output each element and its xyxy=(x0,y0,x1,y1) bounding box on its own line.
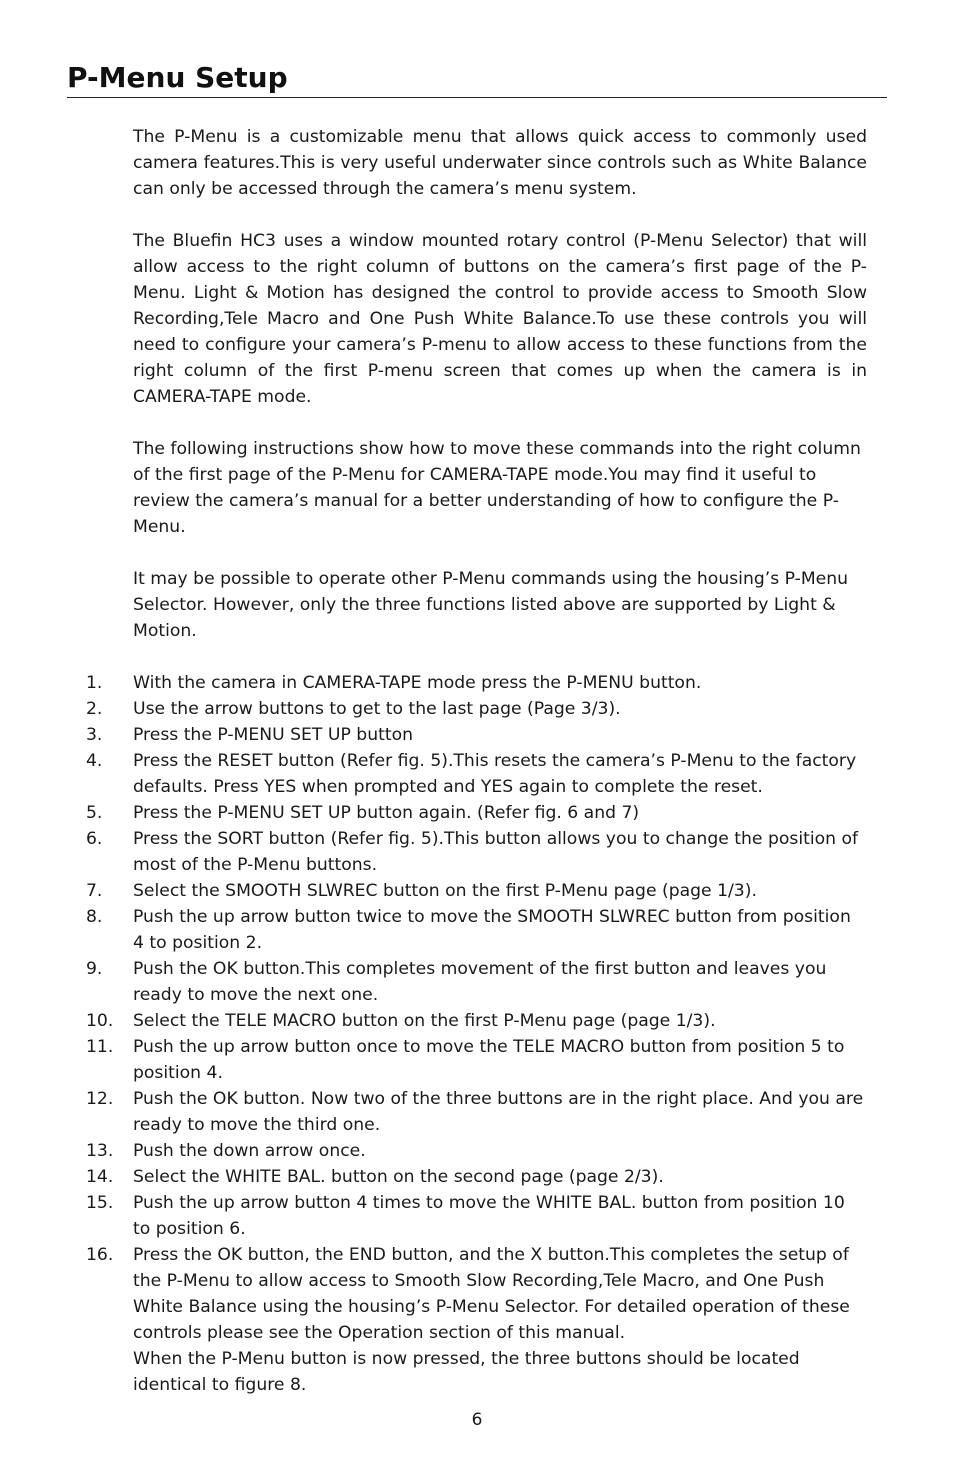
list-item xyxy=(0,878,867,904)
list-item xyxy=(0,1164,867,1190)
step-number: 10. xyxy=(86,1011,114,1031)
list-item xyxy=(0,748,867,800)
step-number: 1. xyxy=(86,673,103,693)
step-text: Push the OK button.This completes movement of the first button and leaves you ready to move the next one. xyxy=(133,959,827,1005)
step-number: 15. xyxy=(86,1193,114,1213)
step-number: 12. xyxy=(86,1089,114,1109)
step-text: Press the P-MENU SET UP button again. (Refer fig. 6 and 7) xyxy=(133,803,640,823)
list-item xyxy=(0,1008,867,1034)
list-item xyxy=(0,904,867,956)
step-text: Push the OK button. Now two of the three buttons are in the right place. And you are ready to move the third one. xyxy=(133,1089,864,1135)
step-number: 2. xyxy=(86,699,103,719)
list-item xyxy=(0,1086,867,1138)
step-number: 6. xyxy=(86,829,103,849)
step-text: Push the up arrow button twice to move the SMOOTH SLWREC button from position 4 to position 2. xyxy=(133,907,851,953)
list-item xyxy=(0,800,867,826)
page-number: 6 xyxy=(471,1410,483,1430)
list-item xyxy=(0,826,867,878)
step-number: 7. xyxy=(86,881,103,901)
step-number: 14. xyxy=(86,1167,114,1187)
step-number: 3. xyxy=(86,725,103,745)
step-text: Press the RESET button (Refer fig. 5).This resets the camera’s P-Menu to the factory defaults. Press YES when prompted and YES again to complete the reset. xyxy=(133,751,857,797)
step-number: 4. xyxy=(86,751,103,771)
intro-section xyxy=(133,124,867,670)
step-text: Select the SMOOTH SLWREC button on the first P-Menu page (page 1/3). xyxy=(133,881,757,901)
step-number: 13. xyxy=(86,1141,114,1161)
step-number: 8. xyxy=(86,907,103,927)
list-item xyxy=(0,956,867,1008)
step-text: Press the SORT button (Refer fig. 5).This button allows you to change the position of most of the P-Menu buttons. xyxy=(133,829,859,875)
step-number: 5. xyxy=(86,803,103,823)
list-item xyxy=(0,722,867,748)
step-text: Press the P-MENU SET UP button xyxy=(133,725,413,745)
step-text: Use the arrow buttons to get to the last page (Page 3/3). xyxy=(133,699,621,719)
list-item xyxy=(0,1242,867,1398)
page-title: P-Menu Setup xyxy=(67,61,288,94)
step-text: Press the OK button, the END button, and the X button.This completes the setup of the P-Menu to allow access to Smooth Slow Recording,Tele Macro, and One Push White Balance using the housing’s P-Menu Selector. For detailed operation of these controls please see the Operation section of this manual. xyxy=(133,1245,850,1343)
intro-paragraph: It may be possible to operate other P-Menu commands using the housing’s P-Menu Selector. However, only the three functions listed above are supported by Light & Motion. xyxy=(133,569,849,641)
intro-paragraph: The P-Menu is a customizable menu that allows quick access to commonly used camera features.This is very useful underwater since controls such as White Balance can only be accessed through the camera’s menu system. xyxy=(133,127,867,199)
list-item xyxy=(0,1138,867,1164)
step-number: 11. xyxy=(86,1037,114,1057)
step-text: Push the up arrow button 4 times to move the WHITE BAL. button from position 10 to position 6. xyxy=(133,1193,845,1239)
title-underline xyxy=(67,97,887,98)
step-number: 16. xyxy=(86,1245,114,1265)
step-text: With the camera in CAMERA-TAPE mode press the P-MENU button. xyxy=(133,673,702,693)
step-text: Select the WHITE BAL. button on the second page (page 2/3). xyxy=(133,1167,664,1187)
intro-paragraph: The Bluefin HC3 uses a window mounted rotary control (P-Menu Selector) that will allow access to the right column of buttons on the camera’s first page of the P-Menu. Light & Motion has designed the control to provide access to Smooth Slow Recording,Tele Macro and One Push White Balance.To use these controls you will need to configure your camera’s P-menu to allow access to these functions from the right column of the first P-menu screen that comes up when the camera is in CAMERA-TAPE mode. xyxy=(133,231,867,407)
step-text: Push the up arrow button once to move the TELE MACRO button from position 5 to position 4. xyxy=(133,1037,845,1083)
list-item xyxy=(0,1190,867,1242)
step-text: Push the down arrow once. xyxy=(133,1141,366,1161)
step-number: 9. xyxy=(86,959,103,979)
list-item xyxy=(0,696,867,722)
intro-paragraph: The following instructions show how to move these commands into the right column of the first page of the P-Menu for CAMERA-TAPE mode.You may find it useful to review the camera’s manual for a better understanding of how to configure the P-Menu. xyxy=(133,439,861,537)
step-text: Select the TELE MACRO button on the first P-Menu page (page 1/3). xyxy=(133,1011,716,1031)
instruction-list xyxy=(0,670,954,1398)
list-item xyxy=(0,670,867,696)
step-text-continuation: When the P-Menu button is now pressed, the three buttons should be located identical to figure 8. xyxy=(133,1349,800,1395)
list-item xyxy=(0,1034,867,1086)
